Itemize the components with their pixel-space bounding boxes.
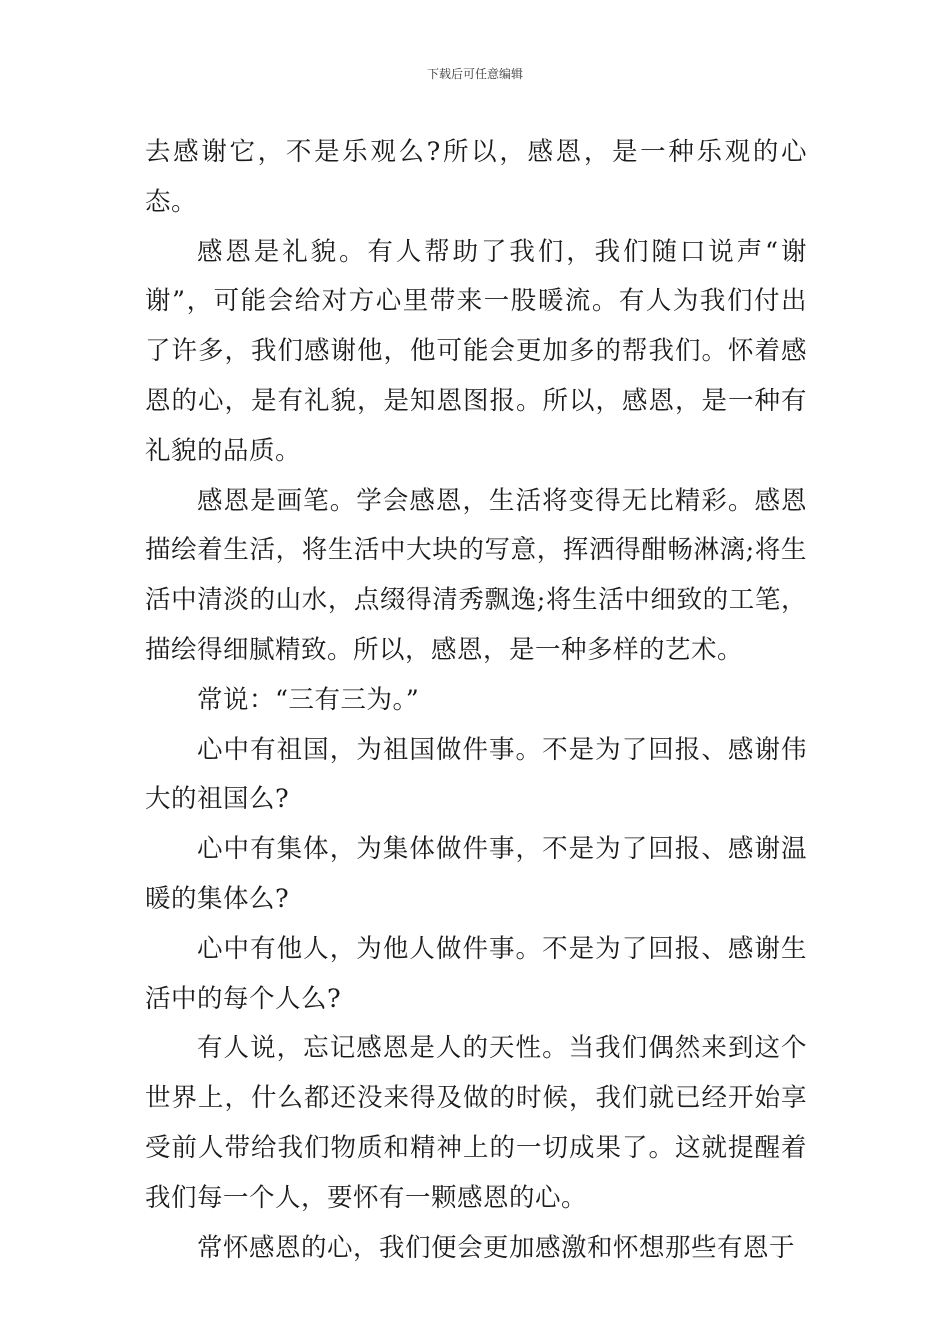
- paragraph: 常怀感恩的心，我们便会更加感激和怀想那些有恩于: [197, 1232, 796, 1263]
- paragraph: 感恩是画笔。学会感恩，生活将变得无比精彩。感恩描绘着生活，将生活中大块的写意，挥洒得酣畅淋漓;将生活中清淡的山水，点缀得清秀飘逸;将生活中细致的工笔，描绘得细腻精致。所以，感恩，是一种多样的艺术。: [145, 485, 807, 665]
- paragraph: 心中有集体，为集体做件事，不是为了回报、感谢温暖的集体么?: [145, 834, 807, 914]
- paragraph: 心中有祖国，为祖国做件事。不是为了回报、感谢伟大的祖国么?: [145, 734, 807, 815]
- paragraph: 去感谢它，不是乐观么?所以，感恩，是一种乐观的心态。: [145, 137, 807, 217]
- document-body: [145, 128, 807, 1273]
- paragraph: 感恩是礼貌。有人帮助了我们，我们随口说声“谢谢”，可能会给对方心里带来一股暖流。有人为我们付出了许多，我们感谢他，他可能会更加多的帮我们。怀着感恩的心，是有礼貌，是知恩图报。所以，感恩，是一种有礼貌的品质。: [145, 236, 807, 466]
- paragraph: 心中有他人，为他人做件事。不是为了回报、感谢生活中的每个人么?: [145, 933, 807, 1014]
- paragraph: 有人说，忘记感恩是人的天性。当我们偶然来到这个世界上，什么都还没来得及做的时候，我们就已经开始享受前人带给我们物质和精神上的一切成果了。这就提醒着我们每一个人，要怀有一颗感恩的心。: [145, 1033, 807, 1213]
- paragraph: 常说：“三有三为。”: [197, 684, 420, 715]
- page-header: 下载后可任意编辑: [426, 67, 523, 81]
